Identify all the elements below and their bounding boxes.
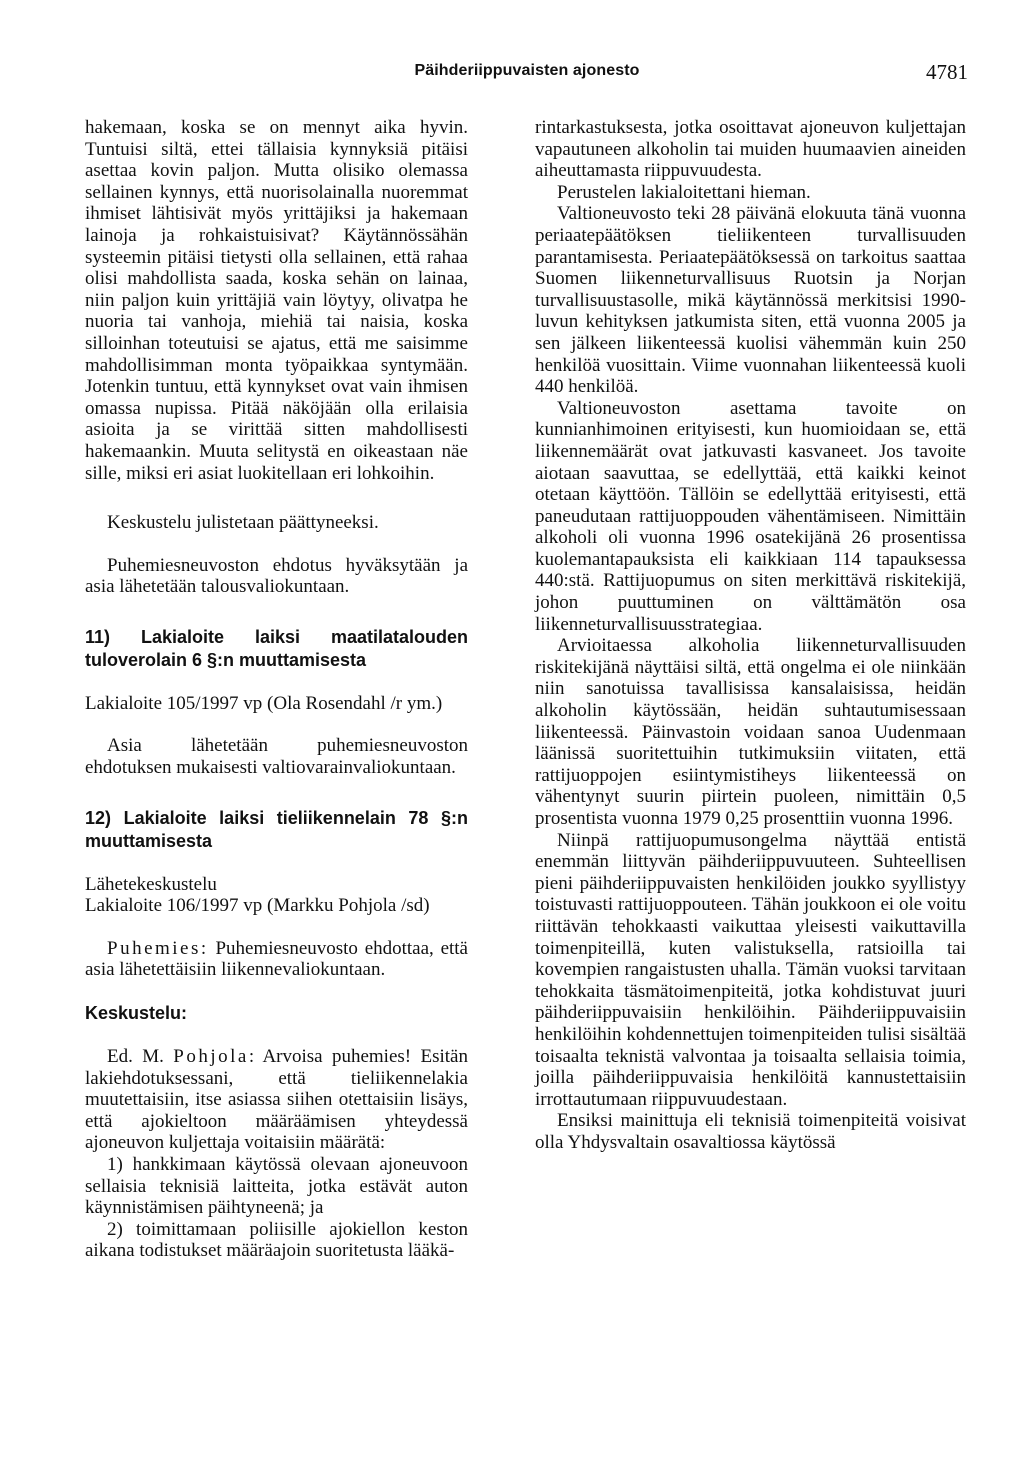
speaker-name: Puhemies: bbox=[107, 937, 209, 959]
paragraph: Arvioitaessa alkoholia liikenneturvallisuuden riskitekijänä näyttäisi siltä, että ongelma ei ole niinkään niin sanotuissa tavallisissa kansalaisissa, heidän alkoholin käytössään, heidän suhtautumisessaan liikenteessä. Päinvastoin voidaan sanoa Uudenmaan läänissä suoritettuihin tutkimuksiin viitaten, että rattijuoppojen esiintymistiheys liikenteessä on vähentynyt suurin piirtein puoleen, nimittäin 0,5 prosentista vuonna 1979 0,25 prosenttiin vuonna 1996. bbox=[535, 635, 966, 829]
paragraph: Valtioneuvosto teki 28 päivänä elokuuta tänä vuonna periaatepäätöksen tieliikenteen turvallisuuden parantamisesta. Periaatepäätöksessä on tarkoitus saattaa Suomen liikenneturvallisuus Ruotsin ja Norjan turvallisuustasolle, mikä käytännössä merkitsisi 1990-luvun kehityksen jatkumista siten, että vuonna 2005 ja sen jälkeen liikenteessä kuolisi vähemmän kuin 250 henkilöä vuosittain. Viime vuonnahan liikenteessä kuoli 440 henkilöä. bbox=[535, 203, 966, 398]
paragraph: Asia lähetetään puhemiesneuvoston ehdotuksen mukaisesti valtiovarainvaliokuntaan. bbox=[85, 735, 468, 779]
paragraph: rintarkastuksesta, jotka osoittavat ajoneuvon kuljettajan vapautuneen alkoholin tai muiden huumaavien aineiden aiheuttamasta riippuvuudesta. bbox=[535, 117, 966, 182]
section-heading-11: 11) Lakialoite laiksi maatilatalouden tuloverolain 6 §:n muuttamisesta bbox=[85, 626, 468, 670]
keskustelu-heading: Keskustelu: bbox=[85, 1003, 188, 1024]
paragraph bbox=[85, 938, 468, 981]
paragraph: Puhemiesneuvoston ehdotus hyväksytään ja asia lähetetään talousvaliokuntaan. bbox=[85, 554, 468, 598]
paragraph: hakemaan, koska se on mennyt aika hyvin. Tuntuisi siltä, ettei tällaisia kynnyksiä pitäisi asettaa kovin paljon. Mutta olisiko olemassa sellainen kynnys, että nuorisolainalla nuoremmat ihmiset lähtisivät myös yrittäjiksi ja hakemaan lainoja ja rohkaistuisivat? Käytännössähän systeemin pitäisi tietysti olla sellainen, että rahaa olisi mahdollista saada, koska sehän on lainaa, niin paljon kuin yrittäjiä vain löytyy, olivatpa he nuoria tai vanhoja, miehiä tai naisia, koska silloinhan toteutuisi se ajatus, että me saisimme mahdollisimman monta työpaikkaa syntymään. Jotenkin tuntuu, että kynnykset ovat vain ihmisen omassa nupissa. Pitää näköjään olla erilaisia asioita ja se virittää sitten mahdollisesti hakemaankin. Muuta selitystä en oikeastaan näe sille, miksi eri asiat luokitellaan eri lohkoihin. bbox=[85, 117, 468, 484]
paragraph: Lakialoite 105/1997 vp (Ola Rosendahl /r ym.) bbox=[85, 692, 443, 714]
paragraph: Valtioneuvoston asettama tavoite on kunnianhimoinen erityisesti, kun huomioidaan se, että liikennemäärät ovat jatkuvasti kasvaneet. Jos tavoite aiotaan saavuttaa, se edellyttää, että kaikki keinot otetaan käyttöön. Tällöin se edellyttää erityisesti, että paneudutaan rattijuoppouden vähentämiseen. Nimittäin alkoholi oli vuonna 1996 osatekijänä 26 prosentissa kuolemantapauksista eli kaikkiaan 114 tapauksessa 440:stä. Rattijuopumus on siten merkittävä riskitekijä, johon puuttuminen on välttämätön osa liikenneturvallisuusstrategiaa. bbox=[535, 397, 966, 635]
speaker-prefix: Ed. M. bbox=[107, 1046, 174, 1068]
right-column bbox=[535, 117, 966, 1154]
running-header: Päihderiippuvaisten ajonesto bbox=[414, 62, 640, 79]
section-heading-12: 12) Lakialoite laiksi tieliikennelain 78 §:n muuttamisesta bbox=[85, 807, 468, 851]
speech-text: : Arvoisa puhemies! Esitän lakiehdotuksessani, että tieliikennelakia muutettaisiin, itse asiassa siihen otettaisiin lisäys, että ajokieltoon määräämisen yhteydessä ajoneuvon kuljettaja voitaisiin määrätä: bbox=[85, 1046, 468, 1154]
speech-text: Puhemiesneuvosto ehdottaa, että asia lähetettäisiin liikennevaliokuntaan. bbox=[85, 937, 468, 981]
list-item: 1) hankkimaan käytössä olevaan ajoneuvoon sellaisia teknisiä laitteita, jotka estävät auton käynnistämisen päihtyneenä; ja bbox=[85, 1154, 468, 1219]
speaker-name: Pohjola bbox=[173, 1046, 249, 1068]
paragraph: Lakialoite 106/1997 vp (Markku Pohjola /sd) bbox=[85, 895, 430, 917]
paragraph: Perustelen lakialoitettani hieman. bbox=[557, 181, 811, 203]
paragraph: Lähetekeskustelu bbox=[85, 873, 217, 895]
list-item: 2) toimittamaan poliisille ajokiellon keston aikana todistukset määräajoin suoritetusta lääkä- bbox=[85, 1218, 468, 1262]
paragraph bbox=[85, 1046, 468, 1154]
paragraph: Keskustelu julistetaan päättyneeksi. bbox=[107, 512, 379, 534]
paragraph: Ensiksi mainittuja eli teknisiä toimenpiteitä voisivat olla Yhdysvaltain osavaltiossa käytössä bbox=[535, 1110, 966, 1153]
page-number: 4781 bbox=[926, 60, 968, 84]
paragraph: Niinpä rattijuopumusongelma näyttää entistä enemmän liittyvän päihderiippuvuuteen. Suhteellisen pieni päihderiippuvaisten henkilöiden joukko syyllistyy toistuvasti rattijuoppouteen. Tähän joukkoon ei ole voitu riittävän tehokkaasti vaikuttaa yleisesti vaikuttavilla toimenpiteillä, kuten valistuksella, ratsioilla tai kovempien rangaistusten uhalla. Tämän vuoksi tarvitaan tehokkaita täsmätoimenpiteitä, jotka kohdistuvat juuri päihderiippuvaisiin henkilöihin. Päihderiippuvaisiin henkilöihin kohdennettujen toimenpiteiden tulisi sisältää toisaalta teknistä valvontaa ja toisaalta sellaisia toimia, joilla päihderiippuvaisia henkilöitä kannustettaisiin irrottautumaan riippuvuudestaan. bbox=[535, 829, 966, 1110]
left-column bbox=[85, 117, 468, 1262]
